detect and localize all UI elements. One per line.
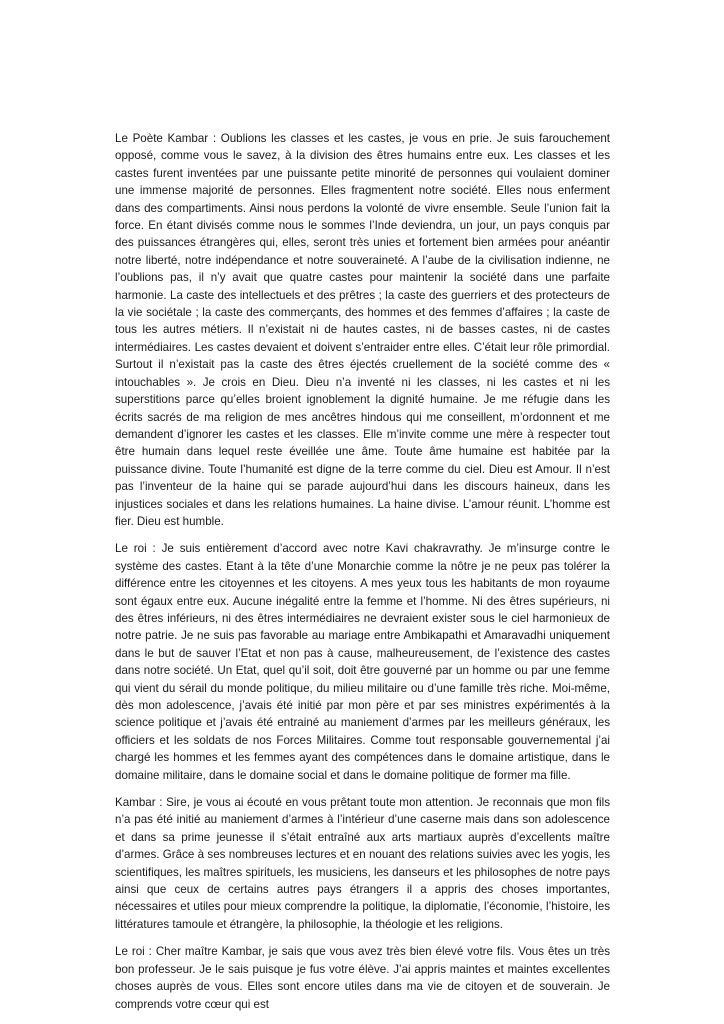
paragraph-kambar-castes: Le Poète Kambar : Oublions les classes et les castes, je vous en prie. Je suis farouchement opposé, comme vous le savez, à la division des êtres humains entre eux. Les classes et les castes furent inventées par une puissante petite minorité de personnes qui voulaient dominer une immense majorité de personnes. Elles fragmentent notre société. Elles nous enferment dans des compartiments. Ainsi nous perdons la volonté de vivre ensemble. Seule l’union fait la force. En étant divisés comme nous le sommes l’Inde deviendra, un jour, un pays conquis par des puissances étrangères qui, elles, seront très unies et fortement bien armées pour anéantir notre liberté, notre indépendance et notre souveraineté. A l’aube de la civilisation indienne, ne l’oublions pas, il n’y avait que quatre castes pour maintenir la société dans une parfaite harmonie. La caste des intellectuels et des prêtres ; la caste des guerriers et des protecteurs de la vie sociétale ; la caste des commerçants, des hommes et des femmes d’affaires ; la caste de tous les autres métiers. Il n’existait ni de hautes castes, ni de basses castes, ni de castes intermédiaires. Les castes devaient et doivent s’entraider entre elles. C’était leur rôle primordial. Surtout il n’existait pas la caste des êtres éjectés cruellement de la société comme des « intouchables ». Je crois en Dieu. Dieu n’a inventé ni les classes, ni les castes et ni les superstitions parce qu’elles broient ignoblement la dignité humaine. Je me réfugie dans les écrits sacrés de ma religion de mes ancêtres hindous qui me conseillent, m’ordonnent et me demandent d’ignorer les castes et les classes. Elle m’invite comme une mère à respecter tout être humain dans lequel reste éveillée une âme. Toute âme humaine est habitée par la puissance divine. Toute l’humanité est digne de la terre comme du ciel. Dieu est Amour. Il n’est pas l’inventeur de la haine qui se parade aujourd’hui dans les discours haineux, dans les injustices sociales et dans les relations humaines. La haine divise. L’amour réunit. L’homme est fier. Dieu est humble. — [115, 132, 610, 528]
paragraph-roi-accord: Le roi : Je suis entièrement d’accord avec notre Kavi chakravrathy. Je m’insurge contre le système des castes. Etant à la tête d’une Monarchie comme la nôtre je ne peux pas tolérer la différence entre les citoyennes et les citoyens. A mes yeux tous les habitants de mon royaume sont égaux entre eux. Aucune inégalité entre la femme et l’homme. Ni des êtres supérieurs, ni des êtres inférieurs, ni des êtres intermédiaires ne devraient exister sous le ciel harmonieux de notre patrie. Je ne suis pas favorable au mariage entre Ambikapathi et Amaravadhi uniquement dans le but de sauver l’Etat et non pas à cause, malheureusement, de l’existence des castes dans notre société. Un Etat, quel qu’il soit, doit être gouverné par un homme ou par une femme qui vient du sérail du monde politique, du milieu militaire ou d’une famille très riche. Moi-même, dès mon adolescence, j’avais été initié par mon père et par ses ministres expérimentés à la science politique et j’avais été entrainé au maniement d’armes par les meilleurs généraux, les officiers et les soldats de nos Forces Militaires. Comme tout responsable gouvernemental j’ai chargé les hommes et les femmes ayant des compétences dans le domaine artistique, dans le domaine militaire, dans le domaine social et dans le domaine politique de former ma fille. — [115, 542, 610, 782]
document-page — [115, 130, 610, 1023]
paragraph-kambar-sire: Kambar : Sire, je vous ai écouté en vous prêtant toute mon attention. Je reconnais que mon fils n’a pas été initié au maniement d’armes à l’intérieur d’une caserne mais dans son adolescence et dans sa prime jeunesse il s’était entraîné aux arts martiaux auprès d’excellents maître d’armes. Grâce à ses nombreuses lectures et en nouant des relations suivies avec les yogis, les scientifiques, les maîtres spirituels, les musiciens, les danseurs et les philosophes de notre pays ainsi que ceux de certains autres pays étrangers il a appris des choses importantes, nécessaires et utiles pour mieux comprendre la politique, la diplomatie, l’économie, l’histoire, les littératures tamoule et étrangère, la philosophie, la théologie et les religions. — [115, 796, 610, 931]
paragraph-roi-cher-maitre: Le roi : Cher maître Kambar, je sais que vous avez très bien élevé votre fils. Vous êtes un très bon professeur. Je le sais puisque je fus votre élève. J’ai appris maintes et maintes excellentes choses auprès de vous. Elles sont encore utiles dans ma vie de citoyen et de souverain. Je comprends votre cœur qui est — [115, 945, 610, 1011]
